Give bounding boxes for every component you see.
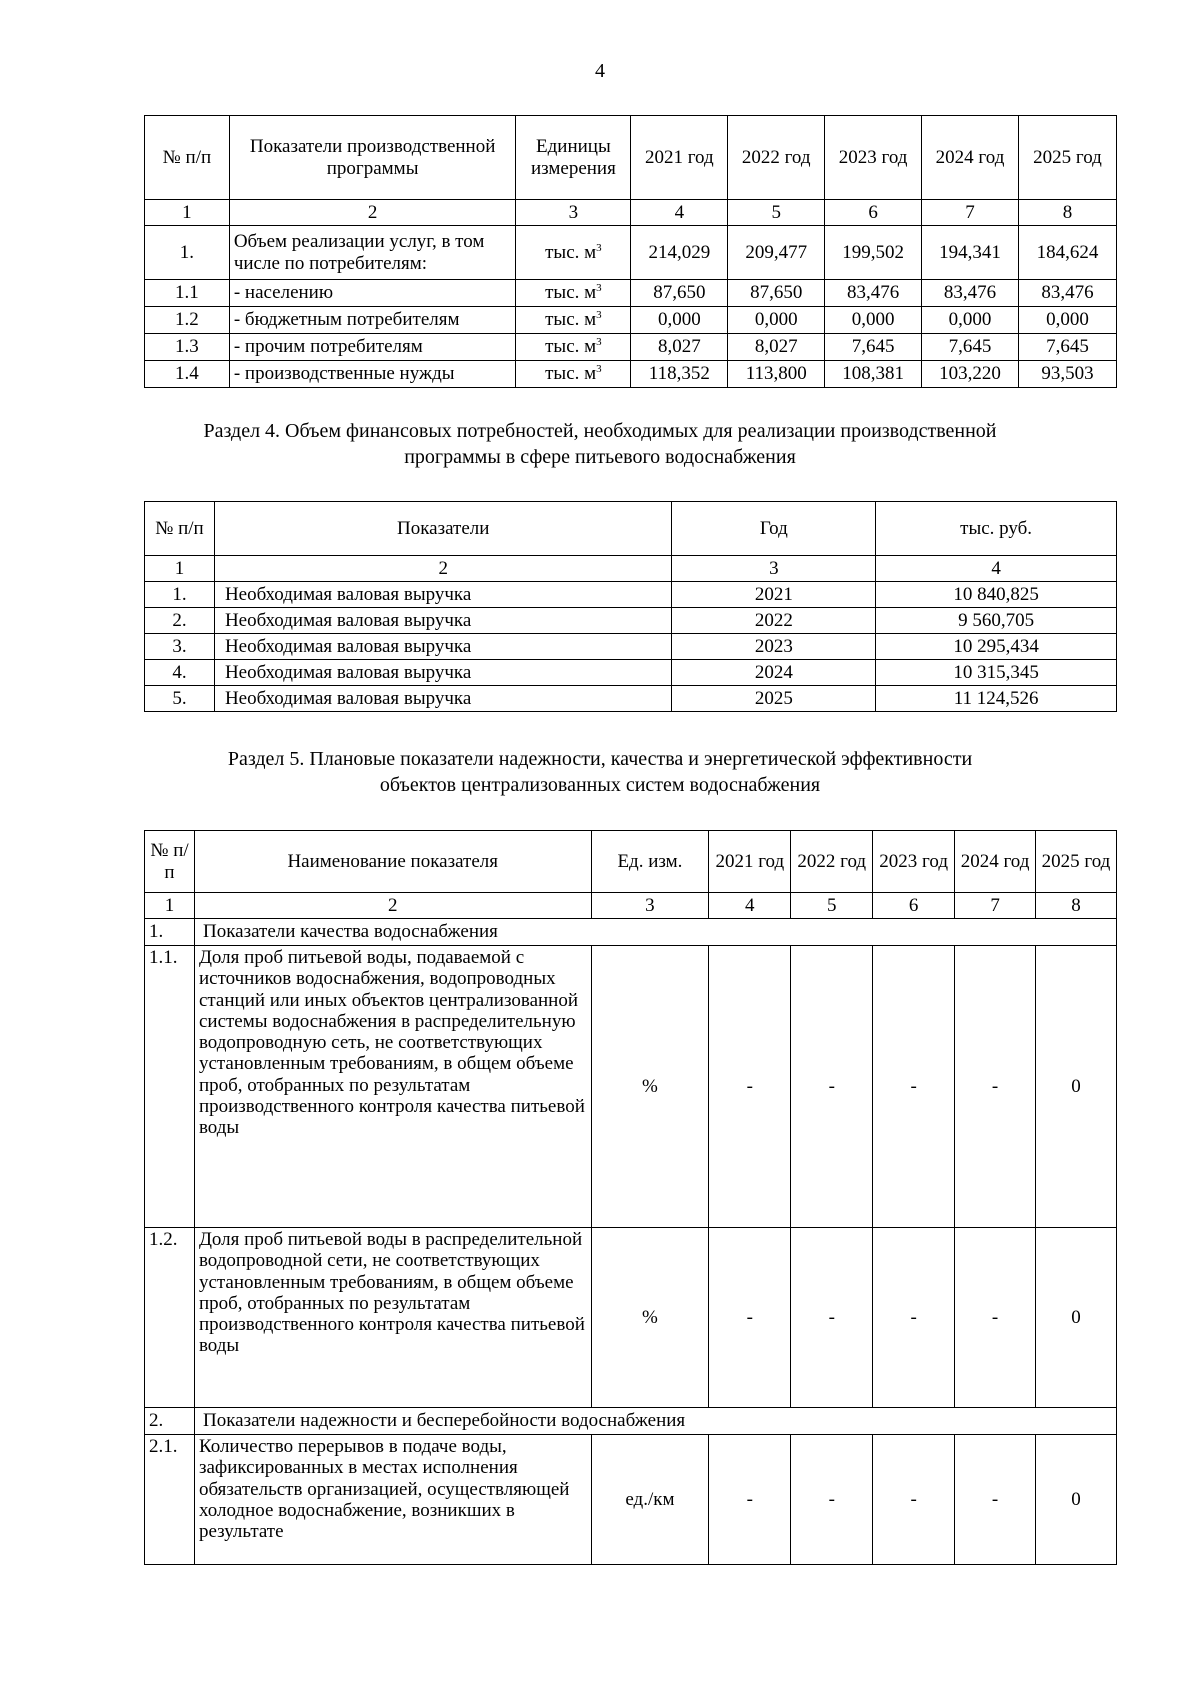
group-title: Показатели надежности и бесперебойности водоснабжения xyxy=(194,1408,1116,1435)
production-program-table xyxy=(144,115,1117,388)
row-number: 4. xyxy=(145,660,215,686)
header-cell: 2021 год xyxy=(631,116,728,200)
indicator-name: Объем реализации услуг, в том числе по потребителям: xyxy=(229,226,516,280)
value-cell: 199,502 xyxy=(825,226,922,280)
value-cell: - xyxy=(791,1435,873,1565)
value-cell: 103,220 xyxy=(922,361,1019,388)
unit-cell: % xyxy=(591,1228,709,1408)
table-row xyxy=(145,946,1117,1228)
column-number: 4 xyxy=(631,200,728,226)
header-cell: 2023 год xyxy=(873,831,955,893)
unit-superscript: 3 xyxy=(596,282,602,295)
unit-cell: % xyxy=(591,946,709,1228)
section-5-heading-line-1: Раздел 5. Плановые показатели надежности, качества и энергетической эффективности xyxy=(227,748,973,770)
unit-text: тыс. м xyxy=(545,363,597,385)
column-number: 1 xyxy=(145,556,215,582)
value-cell: 209,477 xyxy=(728,226,825,280)
column-number: 1 xyxy=(145,893,195,919)
table-header-row xyxy=(145,831,1117,893)
value-cell: 0,000 xyxy=(922,307,1019,334)
unit-superscript: 3 xyxy=(596,336,602,349)
value-cell: 194,341 xyxy=(922,226,1019,280)
row-number: 5. xyxy=(145,686,215,712)
row-number: 1.1 xyxy=(145,280,230,307)
value-cell: - xyxy=(873,1228,955,1408)
group-row xyxy=(145,1408,1117,1435)
row-number: 1. xyxy=(145,226,230,280)
table-row xyxy=(145,280,1117,307)
indicator-name: Необходимая валовая выручка xyxy=(214,660,672,686)
column-number-row xyxy=(145,200,1117,226)
unit-cell: ед./км xyxy=(591,1435,709,1565)
value-cell: 108,381 xyxy=(825,361,922,388)
reliability-quality-table xyxy=(144,830,1117,1565)
value-cell: - xyxy=(955,1228,1036,1408)
value-cell: 0,000 xyxy=(728,307,825,334)
value-cell: 83,476 xyxy=(825,280,922,307)
column-number: 4 xyxy=(709,893,791,919)
column-number: 3 xyxy=(516,200,631,226)
row-number: 3. xyxy=(145,634,215,660)
section-5-heading-line-2: объектов централизованных систем водоснабжения xyxy=(379,774,821,796)
value-cell: 0 xyxy=(1036,1435,1117,1565)
value-cell: 7,645 xyxy=(825,334,922,361)
value-cell: 83,476 xyxy=(1018,280,1116,307)
column-number: 7 xyxy=(955,893,1036,919)
header-cell: 2024 год xyxy=(922,116,1019,200)
table-row xyxy=(145,660,1117,686)
header-cell: 2025 год xyxy=(1018,116,1116,200)
indicator-name: Необходимая валовая выручка xyxy=(214,686,672,712)
header-cell: Ед. изм. xyxy=(591,831,709,893)
table-header-row xyxy=(145,502,1117,556)
row-number: 1.3 xyxy=(145,334,230,361)
column-number: 3 xyxy=(672,556,876,582)
value-cell: 0 xyxy=(1036,1228,1117,1408)
value-cell: 0,000 xyxy=(1018,307,1116,334)
indicator-name: Необходимая валовая выручка xyxy=(214,634,672,660)
header-cell: 2022 год xyxy=(728,116,825,200)
value-cell: 93,503 xyxy=(1018,361,1116,388)
section-4-heading-line-2: программы в сфере питьевого водоснабжения xyxy=(404,446,796,468)
unit-text: тыс. м xyxy=(545,282,597,304)
value-cell: 0,000 xyxy=(825,307,922,334)
column-number: 2 xyxy=(214,556,672,582)
year-cell: 2023 xyxy=(672,634,876,660)
row-number: 1.2 xyxy=(145,307,230,334)
indicator-name: - прочим потребителям xyxy=(229,334,516,361)
indicator-name: Необходимая валовая выручка xyxy=(214,608,672,634)
value-cell: 8,027 xyxy=(728,334,825,361)
year-cell: 2024 xyxy=(672,660,876,686)
value-cell: 87,650 xyxy=(631,280,728,307)
value-cell: - xyxy=(873,1435,955,1565)
indicator-name: - производственные нужды xyxy=(229,361,516,388)
column-number-row xyxy=(145,556,1117,582)
table-row xyxy=(145,634,1117,660)
value-cell: - xyxy=(955,946,1036,1228)
table-row xyxy=(145,686,1117,712)
value-cell: 8,027 xyxy=(631,334,728,361)
value-cell: 0,000 xyxy=(631,307,728,334)
column-number: 2 xyxy=(194,893,591,919)
group-row xyxy=(145,919,1117,946)
header-cell: тыс. руб. xyxy=(876,502,1117,556)
header-cell: № п/п xyxy=(145,831,195,893)
value-cell: 118,352 xyxy=(631,361,728,388)
row-number: 1.1. xyxy=(145,946,195,1228)
value-cell: - xyxy=(709,1228,791,1408)
header-cell: 2022 год xyxy=(791,831,873,893)
financial-needs-table xyxy=(144,501,1117,712)
column-number: 6 xyxy=(873,893,955,919)
unit-cell xyxy=(516,334,631,361)
value-cell: 11 124,526 xyxy=(876,686,1117,712)
column-number: 3 xyxy=(591,893,709,919)
value-cell: 9 560,705 xyxy=(876,608,1117,634)
value-cell: - xyxy=(709,1435,791,1565)
table-header-row xyxy=(145,116,1117,200)
unit-cell xyxy=(516,361,631,388)
section-4-heading-line-1: Раздел 4. Объем финансовых потребностей, необходимых для реализации производственной xyxy=(203,420,997,442)
value-cell: - xyxy=(873,946,955,1228)
value-cell: 7,645 xyxy=(1018,334,1116,361)
row-number: 1.2. xyxy=(145,1228,195,1408)
year-cell: 2021 xyxy=(672,582,876,608)
group-number: 1. xyxy=(145,919,195,946)
unit-cell xyxy=(516,226,631,280)
unit-cell xyxy=(516,307,631,334)
unit-cell xyxy=(516,280,631,307)
value-cell: - xyxy=(955,1435,1036,1565)
section-4-heading xyxy=(0,418,1200,470)
value-cell: - xyxy=(791,946,873,1228)
value-cell: 214,029 xyxy=(631,226,728,280)
unit-text: тыс. м xyxy=(545,336,597,358)
group-number: 2. xyxy=(145,1408,195,1435)
header-cell: № п/п xyxy=(145,116,230,200)
page-number: 4 xyxy=(595,60,605,82)
indicator-name: Необходимая валовая выручка xyxy=(214,582,672,608)
column-number: 8 xyxy=(1018,200,1116,226)
table-row xyxy=(145,307,1117,334)
unit-text: тыс. м xyxy=(545,309,597,331)
unit-superscript: 3 xyxy=(596,309,602,322)
unit-superscript: 3 xyxy=(596,241,602,254)
table-row xyxy=(145,226,1117,280)
column-number: 1 xyxy=(145,200,230,226)
group-title: Показатели качества водоснабжения xyxy=(194,919,1116,946)
table-row xyxy=(145,1435,1117,1565)
table-row xyxy=(145,1228,1117,1408)
value-cell: - xyxy=(791,1228,873,1408)
value-cell: 10 295,434 xyxy=(876,634,1117,660)
header-cell: Показатели xyxy=(214,502,672,556)
column-number: 5 xyxy=(728,200,825,226)
header-cell: 2024 год xyxy=(955,831,1036,893)
value-cell: 7,645 xyxy=(922,334,1019,361)
value-cell: 0 xyxy=(1036,946,1117,1228)
value-cell: 10 315,345 xyxy=(876,660,1117,686)
column-number: 6 xyxy=(825,200,922,226)
value-cell: 83,476 xyxy=(922,280,1019,307)
column-number: 2 xyxy=(229,200,516,226)
table-row xyxy=(145,608,1117,634)
header-cell: 2021 год xyxy=(709,831,791,893)
indicator-name: Доля проб питьевой воды в распределительной водопроводной сети, не соответствующих установленным требованиям, в общем объеме проб, отобранных по результатам производственного контроля качества питьевой воды xyxy=(194,1228,591,1408)
column-number: 4 xyxy=(876,556,1117,582)
unit-text: тыс. м xyxy=(545,241,597,263)
header-cell: 2025 год xyxy=(1036,831,1117,893)
table-row xyxy=(145,334,1117,361)
header-cell: Показатели производственной программы xyxy=(229,116,516,200)
value-cell: 87,650 xyxy=(728,280,825,307)
row-number: 1.4 xyxy=(145,361,230,388)
value-cell: - xyxy=(709,946,791,1228)
unit-superscript: 3 xyxy=(596,363,602,376)
header-cell: Единицы измерения xyxy=(516,116,631,200)
row-number: 2.1. xyxy=(145,1435,195,1565)
row-number: 1. xyxy=(145,582,215,608)
year-cell: 2025 xyxy=(672,686,876,712)
header-cell: Год xyxy=(672,502,876,556)
row-number: 2. xyxy=(145,608,215,634)
column-number-row xyxy=(145,893,1117,919)
indicator-name: - бюджетным потребителям xyxy=(229,307,516,334)
year-cell: 2022 xyxy=(672,608,876,634)
column-number: 8 xyxy=(1036,893,1117,919)
header-cell: Наименование показателя xyxy=(194,831,591,893)
column-number: 5 xyxy=(791,893,873,919)
column-number: 7 xyxy=(922,200,1019,226)
value-cell: 184,624 xyxy=(1018,226,1116,280)
indicator-name: Доля проб питьевой воды, подаваемой с источников водоснабжения, водопроводных станций или иных объектов централизованной системы водоснабжения в распределительную водопроводную сеть, не соответствующих установленным требованиям, в общем объеме проб, отобранных по результатам производственного контроля качества питьевой воды xyxy=(194,946,591,1228)
value-cell: 10 840,825 xyxy=(876,582,1117,608)
indicator-name: - населению xyxy=(229,280,516,307)
header-cell: № п/п xyxy=(145,502,215,556)
table-row xyxy=(145,582,1117,608)
header-cell: 2023 год xyxy=(825,116,922,200)
section-5-heading xyxy=(0,746,1200,798)
table-row xyxy=(145,361,1117,388)
value-cell: 113,800 xyxy=(728,361,825,388)
indicator-name: Количество перерывов в подаче воды, зафиксированных в местах исполнения обязательств организацией, осуществляющей холодное водоснабжение, возникших в результате xyxy=(194,1435,591,1565)
